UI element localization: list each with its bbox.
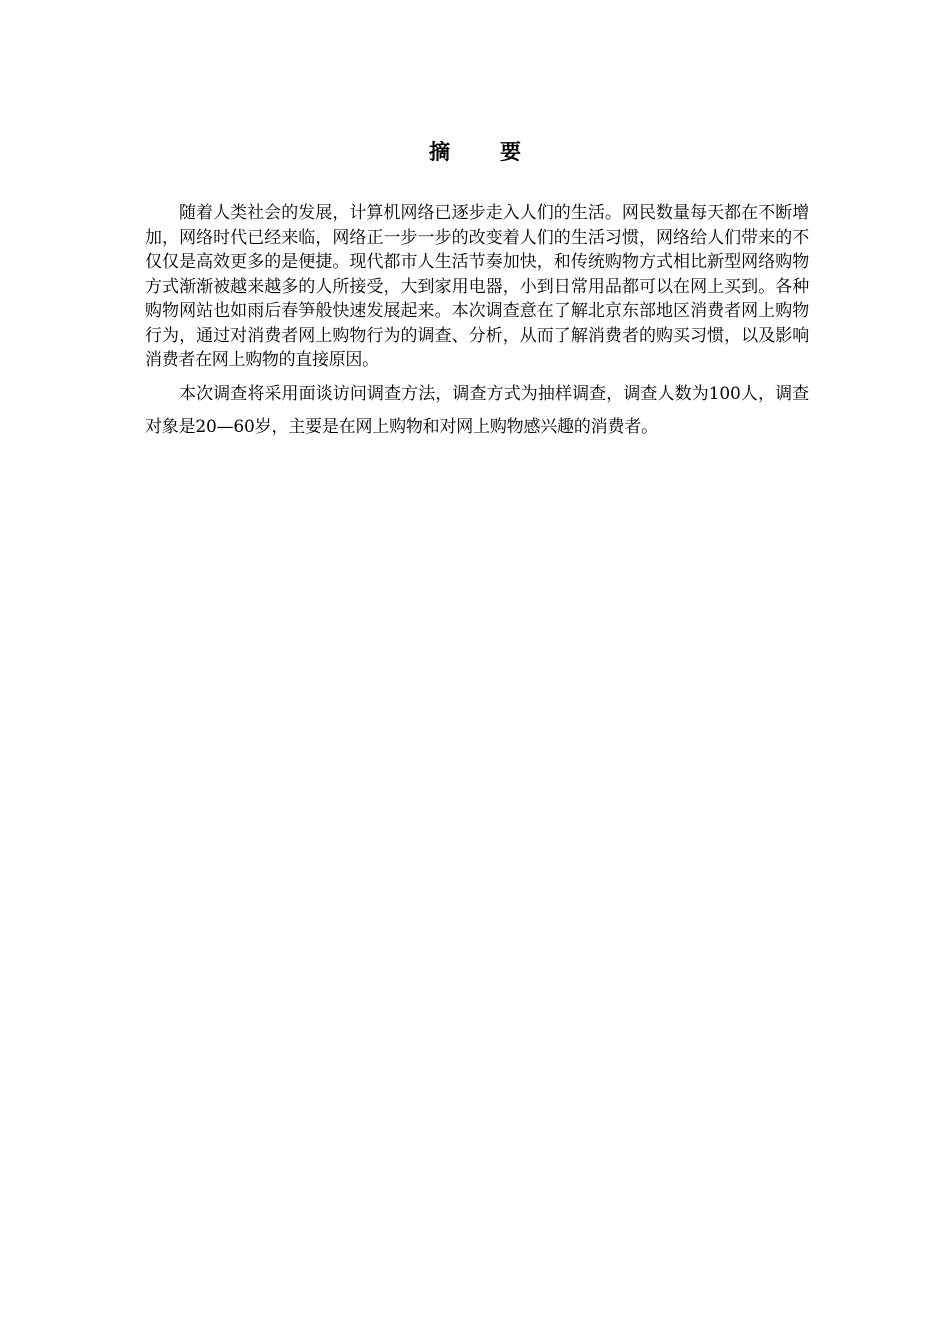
abstract-paragraph-2: 本次调查将采用面谈访问调查方法，调查方式为抽样调查，调查人数为100人，调查对象是20—60岁，主要是在网上购物和对网上购物感兴趣的消费者。 (145, 383, 809, 437)
abstract-paragraph-1: 随着人类社会的发展，计算机网络已逐步走入人们的生活。网民数量每天都在不断增加，网络时代已经来临，网络正一步一步的改变着人们的生活习惯，网络给人们带来的不仅仅是高效更多的是便捷。现代都市人生活节奏加快，和传统购物方式相比新型网络购物方式渐渐被越来越多的人所接受，大到家用电器，小到日常用品都可以在网上买到。各种购物网站也如雨后春笋般快速发展起来。本次调查意在了解北京东部地区消费者网上购物行为，通过对消费者网上购物行为的调查、分析，从而了解消费者的购买习惯，以及影响消费者在网上购物的直接原因。 (145, 203, 809, 370)
title-char-1: 摘 (429, 139, 450, 164)
title-char-2: 要 (500, 139, 521, 164)
abstract-body (145, 201, 809, 444)
abstract-title (0, 138, 950, 166)
